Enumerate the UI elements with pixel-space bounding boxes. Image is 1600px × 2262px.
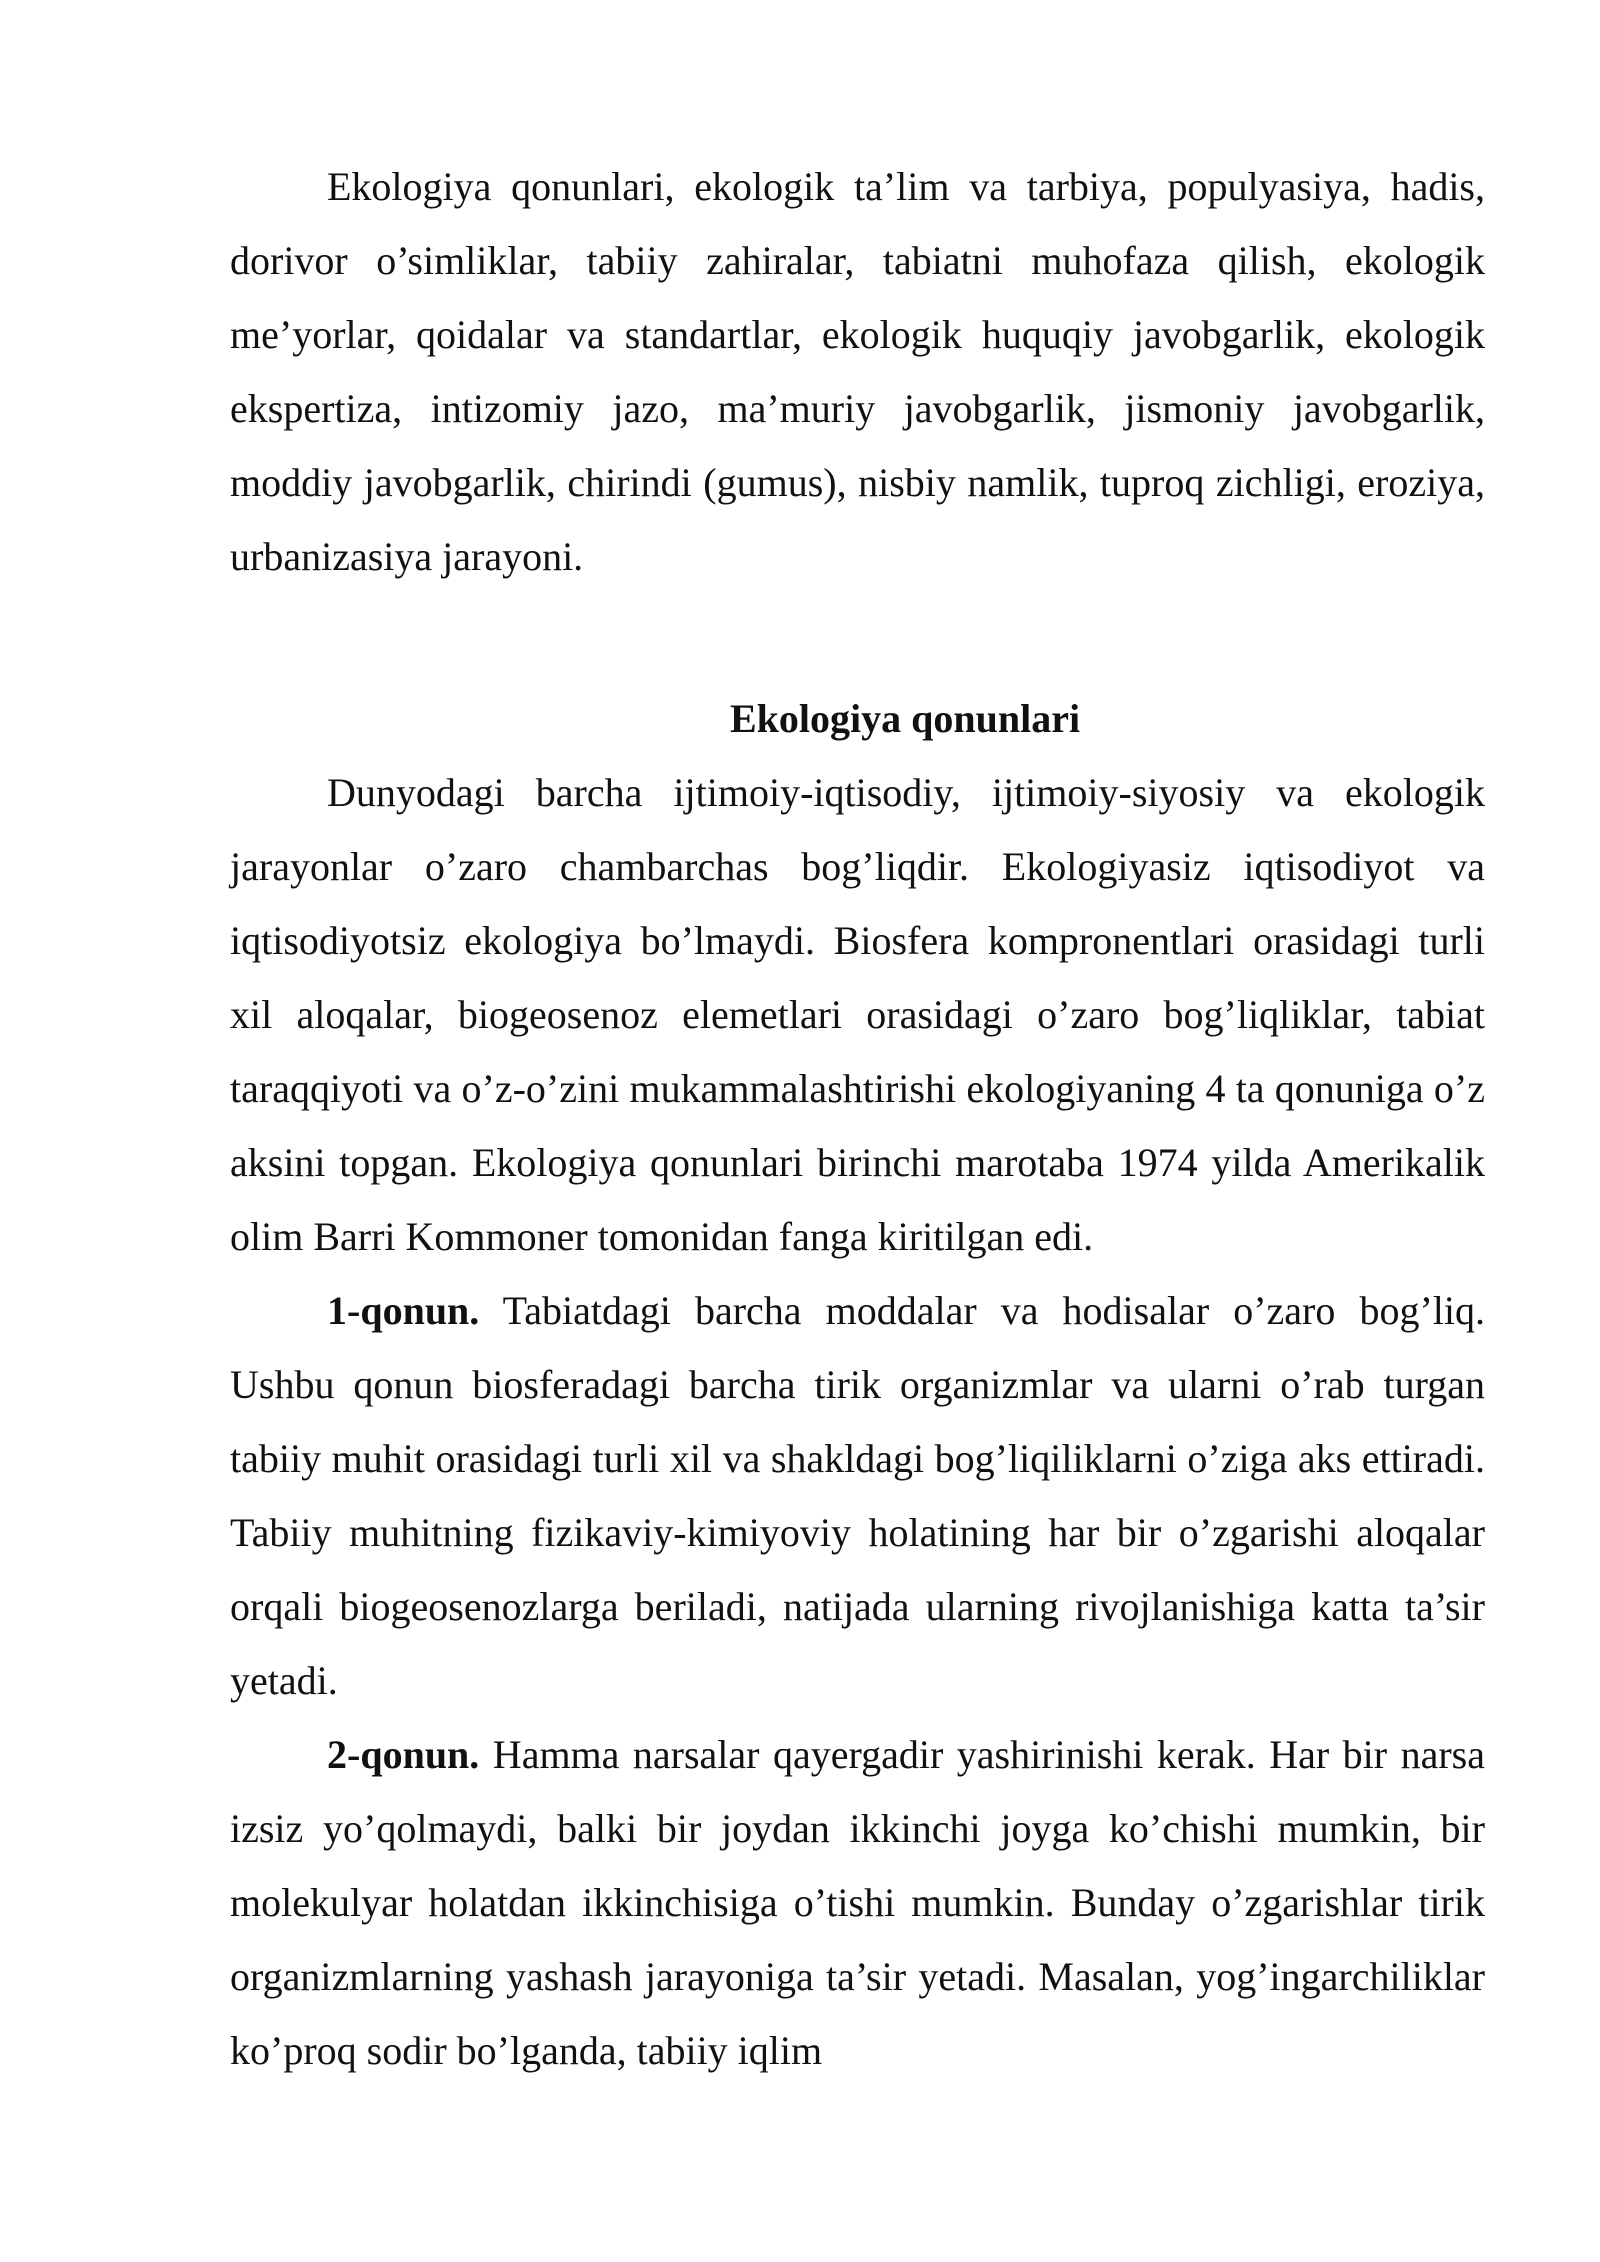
law-1-text: Tabiatdagi barcha moddalar va hodisalar o’zaro bog’liq. Ushbu qonun biosferadagi barcha tirik organizmlar va ularni o’rab turgan tabiiy muhit orasidagi turli xil va shakldagi bog’liqiliklarni o’ziga aks ettiradi. Tabiiy muhitning fizikaviy-kimiyoviy holatining har bir o’zgarishi aloqalar orqali biogeosenozlarga beriladi, natijada ularning rivojlanishiga katta ta’sir yetadi. [230,1288,1485,1703]
law-1-paragraph [230,1274,1485,1718]
law-1-label: 1-qonun. [327,1288,480,1333]
law-2-text: Hamma narsalar qayergadir yashirinishi kerak. Har bir narsa izsiz yo’qolmaydi, balki bir joydan ikkinchi joyga ko’chishi mumkin, bir molekulyar holatdan ikkinchisiga o’tishi mumkin. Bunday o’zgarishlar tirik organizmlarning yashash jarayoniga ta’sir yetadi. Masalan, yog’ingarchiliklar ko’proq sodir bo’lganda, tabiiy iqlim [230,1732,1485,2073]
document-page [230,150,1485,2088]
section-title: Ekologiya qonunlari [729,696,1081,741]
keywords-paragraph: Ekologiya qonunlari, ekologik ta’lim va tarbiya, populyasiya, hadis, dorivor o’simliklar, tabiiy zahiralar, tabiatni muhofaza qilish, ekologik me’yorlar, qoidalar va standartlar, ekologik huquqiy javobgarlik, ekologik ekspertiza, intizomiy jazo, ma’muriy javobgarlik, jismoniy javobgarlik, moddiy javobgarlik, chirindi (gumus), nisbiy namlik, tuproq zichligi, eroziya, urbanizasiya jarayoni. [230,164,1485,579]
intro-paragraph: Dunyodagi barcha ijtimoiy-iqtisodiy, ijtimoiy-siyosiy va ekologik jarayonlar o’zaro chambarchas bog’liqdir. Ekologiyasiz iqtisodiyot va iqtisodiyotsiz ekologiya bo’lmaydi. Biosfera kompronentlari orasidagi turli xil aloqalar, biogeosenoz elemetlari orasidagi o’zaro bog’liqliklar, tabiat taraqqiyoti va o’z-o’zini mukammalashtirishi ekologiyaning 4 ta qonuniga o’z aksini topgan. Ekologiya qonunlari birinchi marotaba 1974 yilda Amerikalik olim Barri Kommoner tomonidan fanga kiritilgan edi. [230,770,1485,1259]
law-2-label: 2-qonun. [327,1732,480,1777]
law-2-paragraph [230,1718,1485,2088]
